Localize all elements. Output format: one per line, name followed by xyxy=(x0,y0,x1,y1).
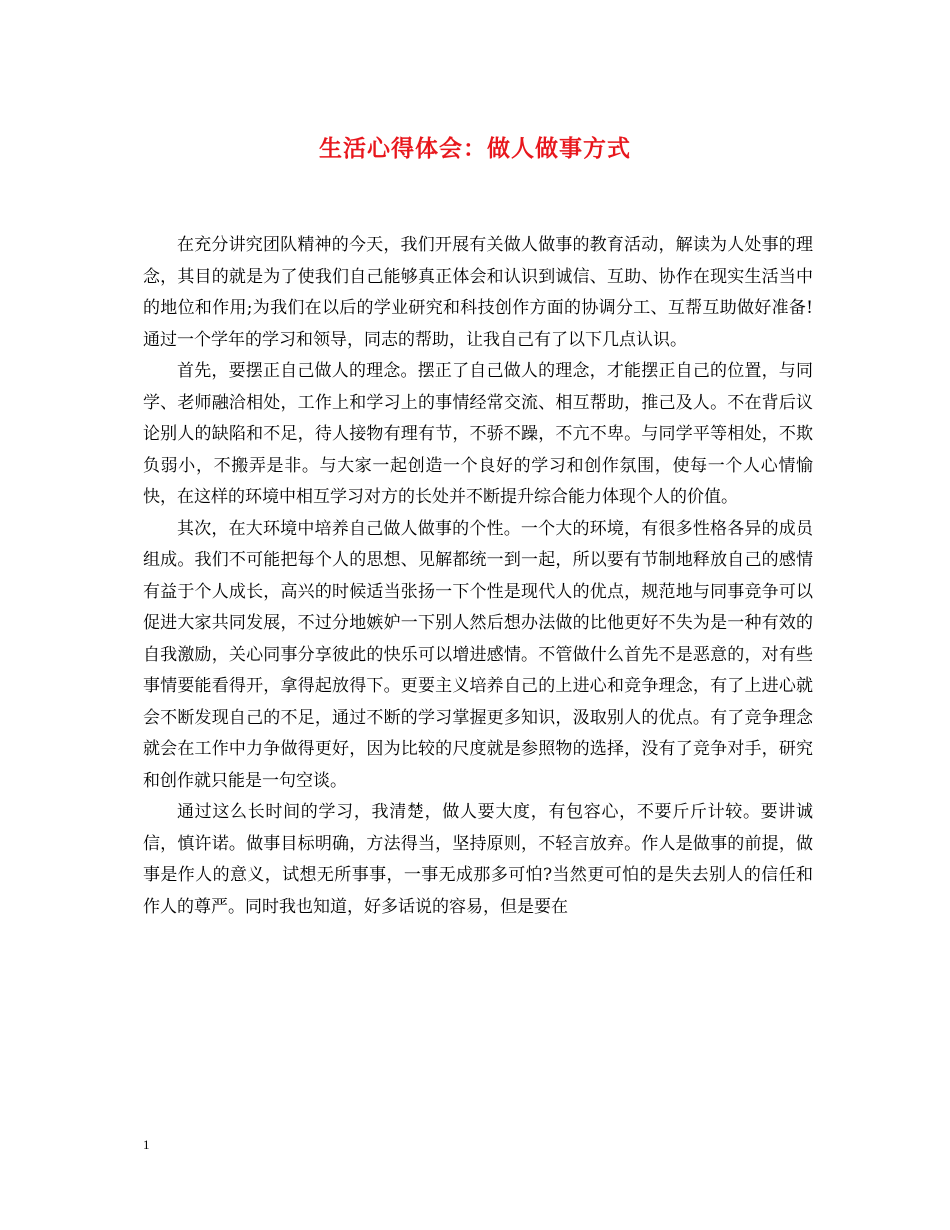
paragraph-4: 通过这么长时间的学习，我清楚，做人要大度，有包容心，不要斤斤计较。要讲诚信，慎许诺。做事目标明确，方法得当，坚持原则，不轻言放弃。作人是做事的前提，做事是作人的意义，试想无所事事，一事无成那多可怕?当然更可怕的是失去别人的信任和作人的尊严。同时我也知道，好多话说的容易，但是要在 xyxy=(143,802,813,917)
page-number: 1 xyxy=(143,1137,150,1152)
paragraph-2: 首先，要摆正自己做人的理念。摆正了自己做人的理念，才能摆正自己的位置，与同学、老师融洽相处，工作上和学习上的事情经常交流、相互帮助，推己及人。不在背后议论别人的缺陷和不足，待人接物有理有节，不骄不躁，不亢不卑。与同学平等相处，不欺负弱小，不搬弄是非。与大家一起创造一个良好的学习和创作氛围，使每一个人心情愉快，在这样的环境中相互学习对方的长处并不断提升综合能力体现个人的价值。 xyxy=(143,361,813,507)
document-body xyxy=(143,230,813,923)
document-title: 生活心得体会：做人做事方式 xyxy=(319,135,631,162)
paragraph-1: 在充分讲究团队精神的今天，我们开展有关做人做事的教育活动，解读为人处事的理念，其目的就是为了使我们自己能够真正体会和认识到诚信、互助、协作在现实生活当中的地位和作用;为我们在以后的学业研究和科技创作方面的协调分工、互帮互助做好准备!通过一个学年的学习和领导，同志的帮助，让我自己有了以下几点认识。 xyxy=(143,235,813,350)
paragraph-3: 其次，在大环境中培养自己做人做事的个性。一个大的环境，有很多性格各异的成员组成。我们不可能把每个人的思想、见解都统一到一起，所以要有节制地释放自己的感情有益于个人成长，高兴的时候适当张扬一下个性是现代人的优点，规范地与同事竞争可以促进大家共同发展，不过分地嫉妒一下别人然后想办法做的比他更好不失为是一种有效的自我激励，关心同事分享彼此的快乐可以增进感情。不管做什么首先不是恶意的，对有些事情要能看得开，拿得起放得下。更要主义培养自己的上进心和竞争理念，有了上进心就会不断发现自己的不足，通过不断的学习掌握更多知识，汲取别人的优点。有了竞争理念就会在工作中力争做得更好，因为比较的尺度就是参照物的选择，没有了竞争对手，研究和创作就只能是一句空谈。 xyxy=(143,518,813,791)
